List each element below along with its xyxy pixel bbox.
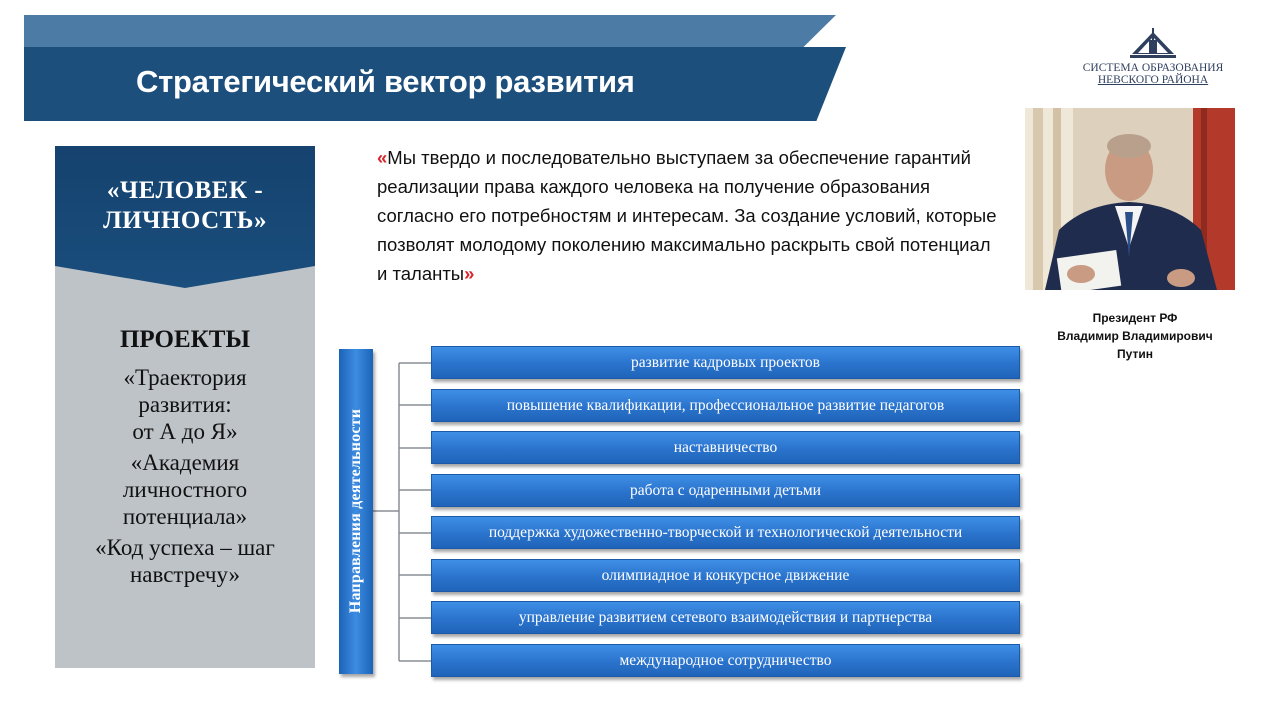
direction-item: поддержка художественно-творческой и технологической деятельности xyxy=(431,516,1020,549)
project-item: «Академия личностного потенциала» xyxy=(122,450,248,529)
project-item: «Траектория развития: от А до Я» xyxy=(123,365,247,444)
concept-panel xyxy=(55,146,315,668)
logo-text-line1: СИСТЕМА ОБРАЗОВАНИЯ xyxy=(1082,62,1224,74)
photo-caption xyxy=(1035,309,1235,363)
direction-item: повышение квалификации, профессиональное развитие педагогов xyxy=(431,389,1020,422)
direction-item: олимпиадное и конкурсное движение xyxy=(431,559,1020,592)
logo xyxy=(1078,28,1228,86)
projects-heading: ПРОЕКТЫ xyxy=(119,326,251,353)
president-quote xyxy=(377,143,997,288)
concept-title-line1: «ЧЕЛОВЕК - xyxy=(106,177,264,204)
project-item: «Код успеха – шаг навстречу» xyxy=(95,535,275,587)
caption-line1: Президент РФ xyxy=(1092,311,1178,325)
building-logo-icon xyxy=(1130,28,1176,62)
president-photo xyxy=(1025,108,1235,290)
directions-label: Направления деятельности xyxy=(347,408,364,614)
slide-title: Стратегический вектор развития xyxy=(136,64,635,99)
projects-list xyxy=(55,364,315,592)
quote-close-mark: » xyxy=(464,263,475,284)
direction-item: международное сотрудничество xyxy=(431,644,1020,677)
concept-title xyxy=(55,176,315,236)
caption-line2: Владимир Владимирович xyxy=(1057,329,1213,343)
direction-item: работа с одаренными детьми xyxy=(431,474,1020,507)
quote-open-mark: « xyxy=(377,147,388,168)
direction-item: развитие кадровых проектов xyxy=(431,346,1020,379)
quote-text: Мы твердо и последовательно выступаем за обеспечение гарантий реализации права каждого человека на получение образования согласно его потребностям и интересам. За создание условий, которые позволят молодому поколению максимально раскрыть свой потенциал и таланты xyxy=(377,147,997,284)
caption-line3: Путин xyxy=(1117,347,1153,361)
concept-title-line2: ЛИЧНОСТЬ» xyxy=(103,207,267,234)
president-portrait-image xyxy=(1025,108,1235,290)
logo-text-line2: НЕВСКОГО РАЙОНА xyxy=(1097,74,1209,86)
direction-item: наставничество xyxy=(431,431,1020,464)
direction-item: управление развитием сетевого взаимодействия и партнерства xyxy=(431,601,1020,634)
header-banner-top-stripe xyxy=(24,15,836,47)
